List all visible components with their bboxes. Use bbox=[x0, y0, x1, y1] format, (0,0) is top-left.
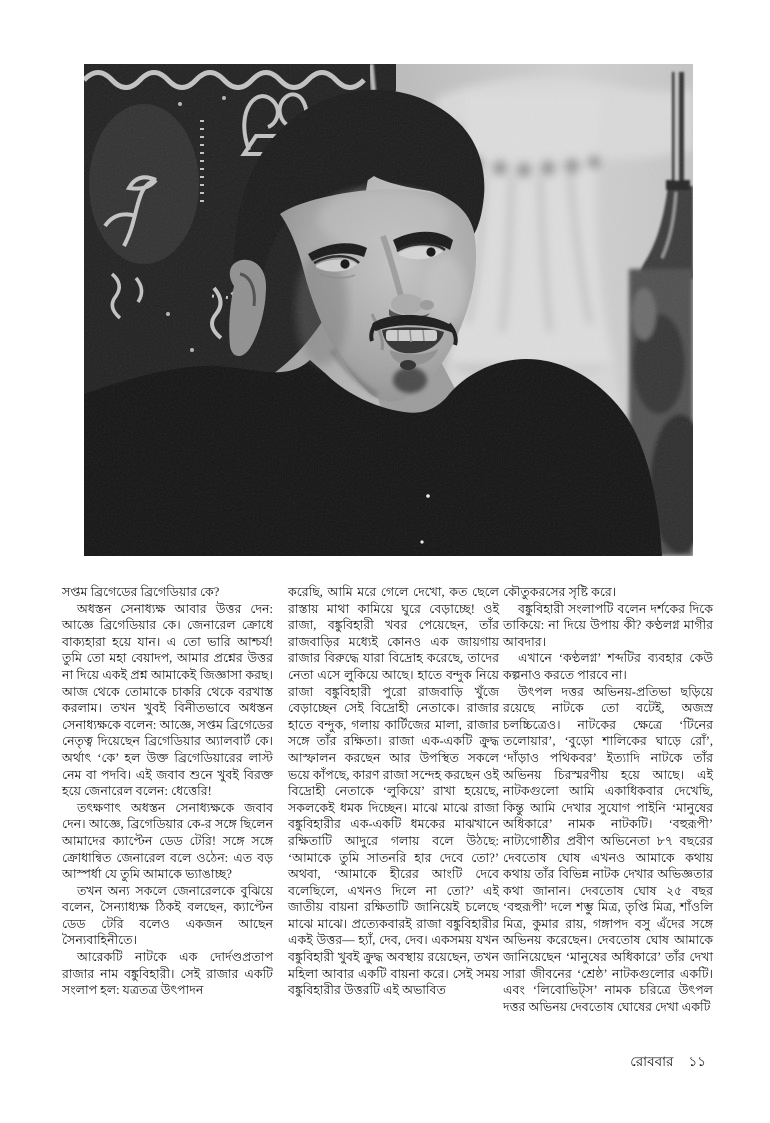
article-column-2 bbox=[288, 584, 499, 999]
article-paragraph: এখানে ‘কণ্ঠলগ্ন’ শব্দটির ব্যবহার কেউ কল্পনাও করতে পারবে না। bbox=[503, 651, 713, 682]
article-column-1 bbox=[62, 584, 273, 999]
article-paragraph: তৎক্ষণাৎ অধস্তন সেনাধ্যক্ষকে জবাব দেন। আজ্ঞে, ব্রিগেডিয়ার কে-র সঙ্গে ছিলেন আমাদের ক্যাপ্টেন ডেড টেরি! সঙ্গে সঙ্গে ক্রোধান্বিত জেনারেল বলে ওঠেন: এত বড় আস্পর্ধা যে তুমি আমাকে ভ্যাঙাচ্ছ? bbox=[62, 800, 273, 882]
article-column-3 bbox=[503, 584, 713, 1015]
portrait-photo-illustration bbox=[84, 64, 693, 556]
portrait-photo bbox=[84, 64, 693, 556]
article-paragraph: অধস্তন সেনাধ্যক্ষ আবার উত্তর দেন: আজ্ঞে ব্রিগেডিয়ার কে। জেনারেল ক্রোধে বাক্যহারা হয়ে যান। এ তো ভারি আশ্চর্য! তুমি তো মহা বেয়াদপ, আমার প্রশ্নের উত্তর না দিয়ে একই প্রশ্ন আমাকেই জিজ্ঞাসা করছ। আজ থেকে তোমাকে চাকরি থেকে বরখাস্ত করলাম। তখন খুবই বিনীতভাবে অধস্তন সেনাধ্যক্ষকে বলেন: আজ্ঞে, সপ্তম ব্রিগেডের নেতৃত্ব দিয়েছেন ব্রিগেডিয়ার অ্যালবার্ট কে। অর্থাৎ ‘কে’ হল উক্ত ব্রিগেডিয়ারের লাস্ট নেম বা পদবি। এই জবাব শুনে খুবই বিরক্ত হয়ে জেনারেল বলেন: ধেত্তেরি! bbox=[62, 601, 273, 799]
footer-page-number: ১১ bbox=[688, 1054, 706, 1069]
article-paragraph: করেছি, আমি মরে গেলে দেখো, কত ছেলে রাস্তায় মাথা কামিয়ে ঘুরে বেড়াচ্ছে! ওই রাজা, বঙ্কুবিহারী খবর পেয়েছেন, তাঁর রাজবাড়ির মধ্যেই কোনও এক জায়গায় রাজার বিরুদ্ধে যারা বিদ্রোহ করেছে, তাদের নেতা এসে লুকিয়ে আছে। হাতে বন্দুক নিয়ে রাজা বঙ্কুবিহারী পুরো রাজবাড়ি খুঁজে বেড়াচ্ছেন সেই বিদ্রোহী নেতাকে। রাজার হাতে বন্দুক, গলায় কার্টিজের মালা, রাজার সঙ্গে তাঁর রক্ষিতা। রাজা এক-একটি ক্রুদ্ধ আস্ফালন করছেন আর উপস্থিত সকলে ভয়ে কাঁপছে, কারণ রাজা সন্দেহ করছেন ওই বিদ্রোহী নেতাকে ‘লুকিয়ে’ রাখা হয়েছে, সকলকেই ধমক দিচ্ছেন। মাঝে মাঝে রাজা বঙ্কুবিহারীর এক-একটি ধমকের মাঝখানে রক্ষিতাটি আদুরে গলায় বলে উঠছে: ‘আমাকে তুমি সাতনরি হার দেবে তো?’ অথবা, ‘আমাকে হীরের আংটি দেবে বলেছিলে, এখনও দিলে না তো?’ এই জাতীয় বায়না রক্ষিতাটি জানিয়েই চলেছে মাঝে মাঝে। প্রত্যেকবারই রাজা বঙ্কুবিহারীর একই উত্তর— হ্যাঁ, দেব, দেব। একসময় যখন বঙ্কুবিহারী খুবই ক্রুদ্ধ অবস্থায় রয়েছেন, তখন মহিলা আবার একটি বায়না করে। সেই সময় বঙ্কুবিহারীর উত্তরটি এই অভাবিত bbox=[288, 585, 499, 998]
article-paragraph: কৌতুকরসের সৃষ্টি করে। bbox=[503, 585, 617, 599]
article-paragraph: তখন অন্য সকলে জেনারেলকে বুঝিয়ে বলেন, সৈন্যাধ্যক্ষ ঠিকই বলছেন, ক্যাপ্টেন ডেড টেরি বলেও একজন আছেন সৈন্যবাহিনীতে। bbox=[62, 883, 273, 948]
article-paragraph: উৎপল দত্তর অভিনয়-প্রতিভা ছড়িয়ে রয়েছে নাটকে তো বটেই, অজস্র চলচ্চিত্রেও। নাটকের ক্ষেত্রে ‘টিনের তলোয়ার’, ‘বুড়ো শালিকের ঘাড়ে রোঁ’, ‘দাঁড়াও পথিকবর’ ইত্যাদি নাটকে তাঁর অভিনয় চিরস্মরণীয় হয়ে আছে। এই নাটকগুলো আমি একাধিকবার দেখেছি, কিন্তু আমি দেখার সুযোগ পাইনি ‘মানুষের অধিকারে’ নামক নাটকটি। ‘বহুরূপী’ নাট্যগোষ্ঠীর প্রবীণ অভিনেতা ৮৭ বছরের দেবতোষ ঘোষ এখনও আমাকে কথায় কথায় তাঁর বিভিন্ন নাটক দেখার অভিজ্ঞতার কথা জানান। দেবতোষ ঘোষ ২৫ বছর ‘বহুরূপী’ দলে শম্ভু মিত্র, তৃপ্তি মিত্র, শাঁওলি মিত্র, কুমার রায়, গঙ্গাপদ বসু এঁদের সঙ্গে অভিনয় করেছেন। দেবতোষ ঘোষ আমাকে জানিয়েছেন ‘মানুষের অধিকারে’ তাঁর দেখা সারা জীবনের ‘শ্রেষ্ঠ’ নাটকগুলোর একটি। এবং ‘লিবোভিট্স’ নামক চরিত্রে উৎপল দত্তর অভিনয় দেবতোষ ঘোষের দেখা একটি bbox=[503, 684, 713, 1014]
article-paragraph: আরেকটি নাটকে এক দোর্দণ্ডপ্রতাপ রাজার নাম বঙ্কুবিহারী। সেই রাজার একটি সংলাপ হল: যত্রতত্র উৎপাদন bbox=[62, 950, 273, 998]
article-paragraph: বঙ্কুবিহারী সংলাপটি বলেন দর্শকের দিকে তাকিয়ে: না দিয়ে উপায় কী? কণ্ঠলগ্ন মাগীর আবদার। bbox=[503, 601, 713, 649]
footer-magazine-name: রোববার bbox=[630, 1054, 674, 1069]
article-paragraph: সপ্তম ব্রিগেডের ব্রিগেডিয়ার কে? bbox=[62, 585, 220, 599]
page-footer bbox=[630, 1051, 706, 1074]
